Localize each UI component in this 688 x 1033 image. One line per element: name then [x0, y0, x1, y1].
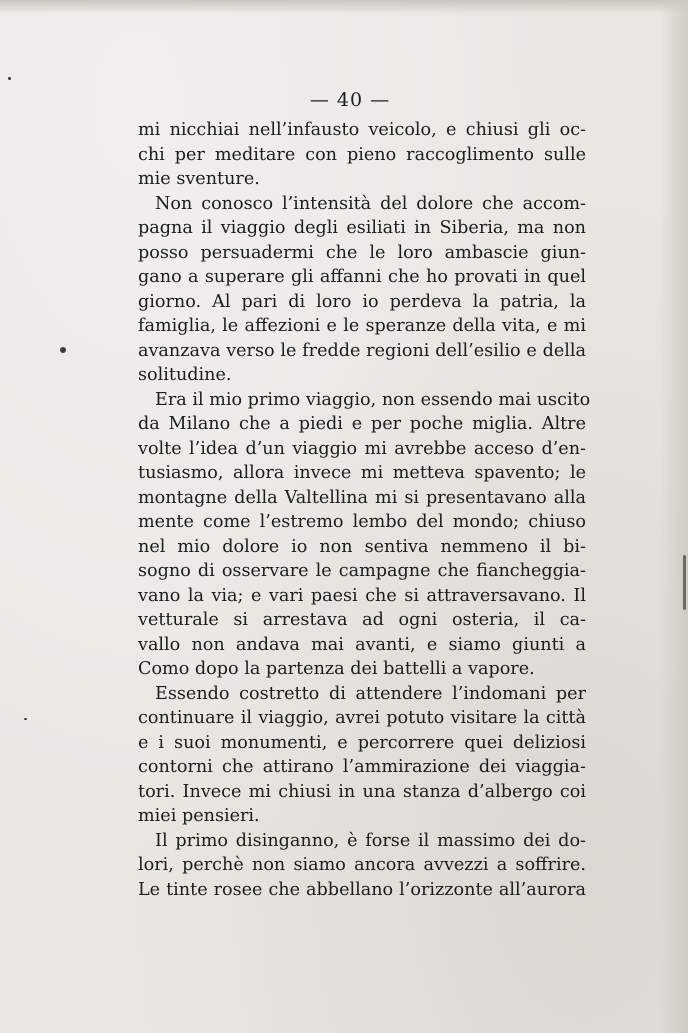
text-line: tori. Invece mi chiusi in una stanza d’albergo coi: [138, 781, 586, 802]
page-number: — 40 —: [309, 89, 391, 111]
text-line: mie sventure.: [138, 169, 260, 189]
ink-speck: [8, 77, 11, 80]
text-line: vallo non andava mai avanti, e siamo giunti a: [138, 634, 586, 655]
text-line: giorno. Al pari di loro io perdeva la patria, la: [138, 291, 586, 312]
text-line: nel mio dolore io non sentiva nemmeno il bi-: [138, 536, 586, 557]
text-line: Il primo disinganno, è forse il massimo dei do-: [155, 830, 586, 851]
text-line: Essendo costretto di attendere l’indomani per: [155, 683, 586, 704]
text-line: vetturale si arrestava ad ogni osteria, il ca-: [138, 610, 586, 630]
text-line: da Milano che a piedi e per poche miglia. Altre: [138, 414, 586, 434]
text-line: famiglia, le affezioni e le speranze della vita, e mi: [138, 316, 586, 336]
text-line: pagna il viaggio degli esiliati in Siberia, ma non: [138, 218, 586, 238]
text-line: contorni che attirano l’ammirazione dei viaggia-: [138, 757, 586, 777]
text-line: continuare il viaggio, avrei potuto visitare la città: [138, 708, 586, 728]
text-line: sogno di osservare le campagne che fiancheggia-: [138, 561, 586, 581]
binding-mark: [683, 555, 686, 610]
text-line: mente come l’estremo lembo del mondo; chiuso: [138, 512, 586, 532]
text-line: posso persuadermi che le loro ambascie giun-: [138, 242, 586, 263]
text-line: vano la via; e vari paesi che si attraversavano. Il: [138, 585, 586, 606]
text-line: Le tinte rosee che abbellano l’orizzonte all’aurora: [138, 879, 586, 900]
text-line: gano a superare gli affanni che ho provati in quel: [138, 267, 586, 287]
text-line: e i suoi monumenti, e percorrere quei deliziosi: [138, 732, 586, 753]
text-line: tusiasmo, allora invece mi metteva spavento; le: [138, 463, 586, 483]
text-line: chi per meditare con pieno raccoglimento sulle: [138, 144, 586, 165]
text-line: Non conosco l’intensità del dolore che accom-: [155, 193, 586, 214]
page-top-edge-shadow: [0, 0, 688, 14]
text-line: montagne della Valtellina mi si presentavano alla: [138, 487, 586, 508]
text-line: mi nicchiai nell’infausto veicolo, e chiusi gli oc-: [138, 120, 586, 140]
ink-speck: [60, 347, 66, 353]
body-text: [138, 118, 591, 902]
text-line: solitudine.: [138, 365, 232, 385]
text-line: avanzava verso le fredde regioni dell’esilio e della: [138, 340, 586, 361]
text-line: volte l’idea d’un viaggio mi avrebbe acceso d’en-: [138, 438, 586, 459]
page-right-edge-shadow: [660, 0, 688, 1033]
text-line: miei pensieri.: [138, 806, 260, 826]
ink-speck: [24, 718, 27, 720]
text-line: Era il mio primo viaggio, non essendo mai uscito: [155, 389, 591, 410]
text-line: Como dopo la partenza dei battelli a vapore.: [138, 659, 535, 679]
text-line: lori, perchè non siamo ancora avvezzi a soffrire.: [138, 855, 586, 875]
